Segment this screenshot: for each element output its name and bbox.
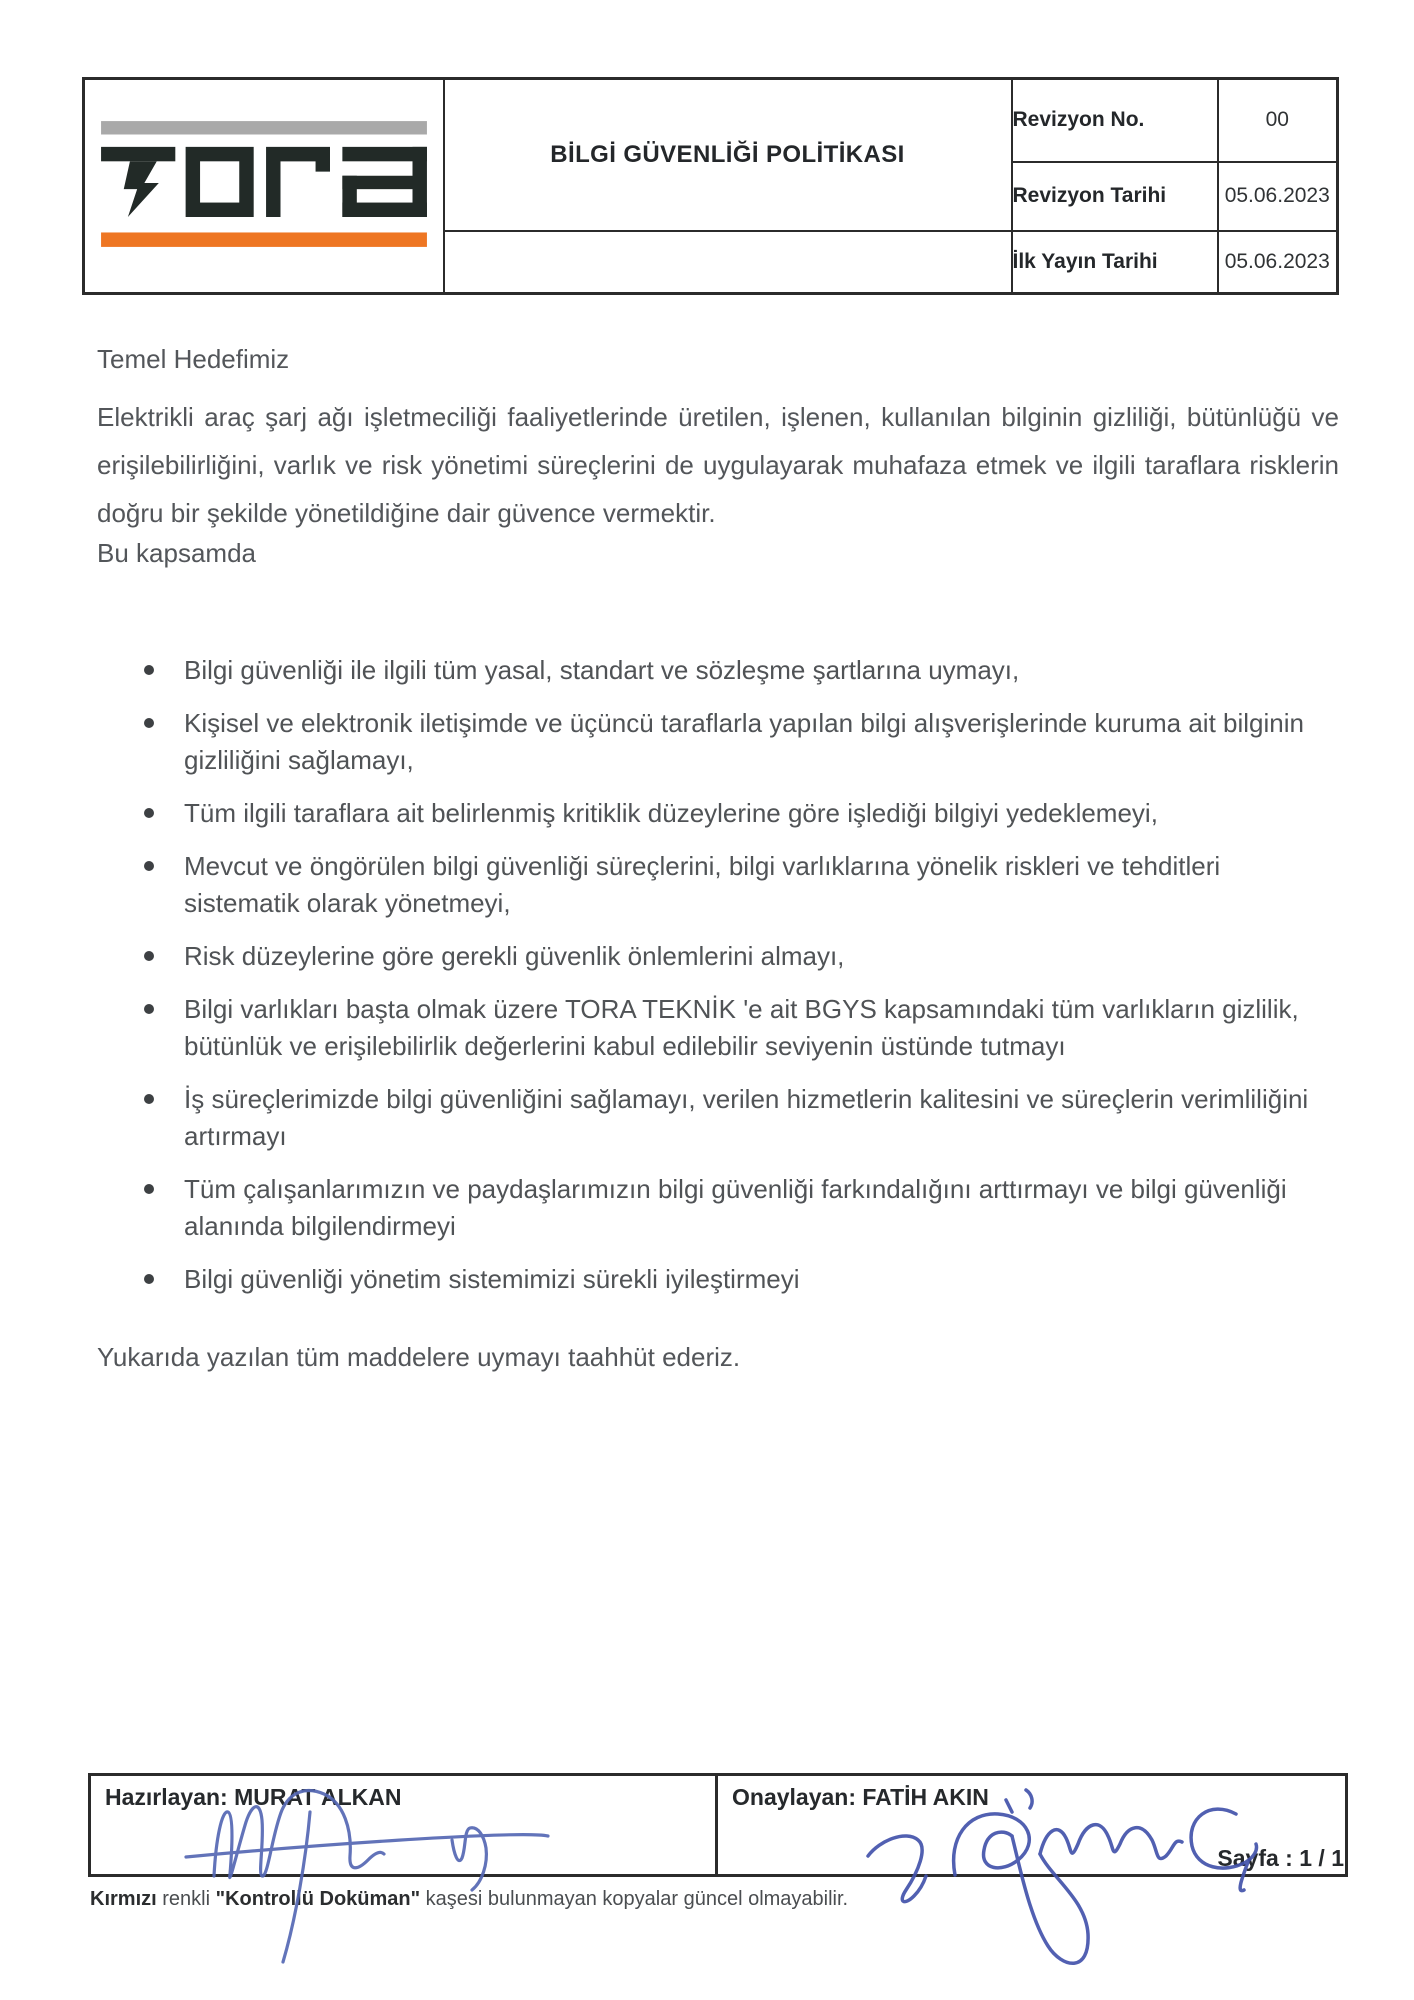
revision-no-value: 00: [1218, 79, 1338, 162]
document-title: BİLGİ GÜVENLİĞİ POLİTİKASI: [550, 140, 905, 168]
list-item: Bilgi varlıkları başta olmak üzere TORA TEKNİK 'e ait BGYS kapsamındaki tüm varlıkların gizlilik, bütünlük ve erişilebilirlik değerlerini kabul edilebilir seviyenin üstünde tutmayı: [142, 991, 1312, 1065]
prepared-by-cell: Hazırlayan: MURAT ALKAN: [105, 1784, 402, 1810]
logo-letters: [101, 146, 427, 216]
tora-logo: [99, 121, 429, 247]
logo-gray-bar: [101, 121, 427, 134]
list-item: İş süreçlerimizde bilgi güvenliğini sağlamayı, verilen hizmetlerin kalitesini ve süreçlerin verimliliğini artırmayı: [142, 1081, 1312, 1155]
logo-letter-t-bar: [101, 146, 175, 160]
logo-cell: [84, 79, 444, 294]
revision-date-value: 05.06.2023: [1218, 162, 1338, 231]
list-item: Kişisel ve elektronik iletişimde ve üçüncü taraflarla yapılan bilgi alışverişlerinde kuruma ait bilginin gizliliğini sağlamayı,: [142, 705, 1312, 779]
note-bold-kontrollu-dokuman: "Kontrollü Doküman": [215, 1888, 421, 1910]
revision-no-label: Revizyon No.: [1012, 79, 1218, 162]
controlled-document-note: [90, 1888, 848, 1911]
commitment-statement: Yukarıda yazılan tüm maddelere uymayı taahhüt ederiz.: [97, 1342, 741, 1372]
logo-letter-a: [342, 146, 427, 216]
intro-paragraph: Elektrikli araç şarj ağı işletmeciliği faaliyetlerinde üretilen, işlenen, kullanılan bilginin gizliliği, bütünlüğü ve erişilebilirliğini, varlık ve risk yönetimi süreçlerini de uygulayarak muhafaza etmek ve ilgili taraflara risklerin doğru bir şekilde yönetildiğine dair güvence vermektir.: [97, 402, 1339, 528]
list-item: Bilgi güvenliği yönetim sistemimizi sürekli iyileştirmeyi: [142, 1261, 1312, 1298]
list-item: Bilgi güvenliği ile ilgili tüm yasal, standart ve sözleşme şartlarına uymayı,: [142, 652, 1312, 689]
page-number: Sayfa : 1 / 1: [1217, 1845, 1344, 1871]
header-table: [82, 77, 1339, 295]
note-bold-kirmizi: Kırmızı: [90, 1888, 157, 1910]
logo-orange-bar: [101, 232, 427, 246]
first-publish-date-label: İlk Yayın Tarihi: [1012, 231, 1218, 294]
list-item: Risk düzeylerine göre gerekli güvenlik önlemlerini almayı,: [142, 938, 1312, 975]
first-publish-date-value: 05.06.2023: [1218, 231, 1338, 294]
scope-intro: Bu kapsamda: [97, 538, 256, 568]
document-title-cell: [444, 79, 1012, 231]
revision-date-label: Revizyon Tarihi: [1012, 162, 1218, 231]
logo-lightning-icon: [124, 161, 159, 217]
approval-table: [88, 1773, 1348, 1877]
logo-letter-o-counter: [200, 161, 239, 202]
approved-by-cell: Onaylayan: FATİH AKIN: [715, 1776, 1345, 1874]
logo-letter-r: [266, 146, 330, 216]
header-empty-cell: [444, 231, 1012, 294]
list-item: Tüm çalışanlarımızın ve paydaşlarımızın bilgi güvenliği farkındalığını arttırmayı ve bilgi güvenliği alanında bilgilendirmeyi: [142, 1171, 1312, 1245]
policy-bullet-list: [142, 652, 1312, 1314]
section-heading: Temel Hedefimiz: [97, 344, 290, 374]
note-text: kaşesi bulunmayan kopyalar güncel olmayabilir.: [420, 1888, 849, 1910]
note-text: renkli: [156, 1888, 216, 1910]
list-item: Mevcut ve öngörülen bilgi güvenliği süreçlerini, bilgi varlıklarına yönelik riskleri ve tehditleri sistematik olarak yönetmeyi,: [142, 848, 1312, 922]
list-item: Tüm ilgili taraflara ait belirlenmiş kritiklik düzeylerine göre işlediği bilgiyi yedeklemeyi,: [142, 795, 1312, 832]
